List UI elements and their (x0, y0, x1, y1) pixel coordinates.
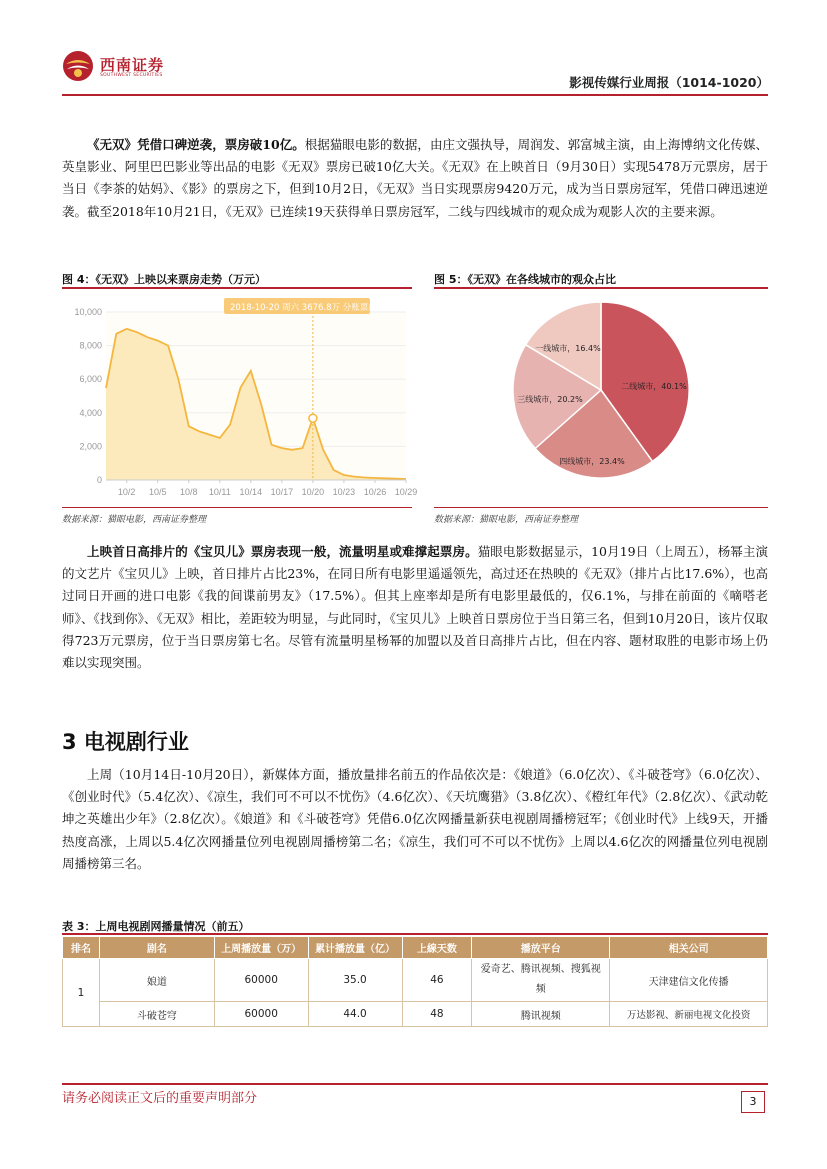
paragraph-tv-drama (62, 764, 768, 875)
x-tick-label: 10/26 (363, 487, 387, 497)
logo-text-cn: 西南证券 (100, 56, 165, 74)
report-title: 影视传媒行业周报（1014-1020） (569, 75, 769, 90)
pie-slice-label: 三线城市，20.2% (517, 395, 583, 404)
cell-name: 斗破苍穹 (99, 1002, 214, 1027)
paragraph-body: 猫眼电影数据显示，10月19日（上周五），杨幂主演的文艺片《宝贝儿》上映，首日排片占比23%，在同日所有电影里遥遥领先，高过还在热映的《无双》（排片占比17.6%），也高过同日开画的进口电影《我的间谍前男友》（17.5%）。但其上座率却是所有电影里最低的，仅6.1%，与排在前面的《嘀嗒老师》、《找到你》、《无双》相比，差距较为明显，与此同时，《宝贝儿》上映首日票房位于当日第三名，但到10月20日，该片仅取得723万元票房，位于当日票房第七名。尽管有流量明星杨幂的加盟以及首日高排片占比，但在内容、题材取胜的电影市场上仍难以实现突围。 (62, 544, 769, 671)
pie-slice-label: 四线城市，23.4% (559, 457, 625, 466)
cell-total: 35.0 (308, 959, 402, 1002)
cell-weekly: 60000 (214, 959, 308, 1002)
y-tick-label: 6,000 (79, 374, 102, 385)
table-row (63, 959, 768, 1002)
figure4-bottom-rule (62, 507, 412, 508)
figure5-caption: 图 5：《无双》在各线城市的观众占比 (434, 273, 616, 286)
figure4-caption: 图 4：《无双》上映以来票房走势（万元） (62, 273, 266, 286)
city-tier-pie-chart (434, 290, 768, 506)
tooltip-text: 2018-10-20 周六 3676.8万 分账票房 (230, 303, 377, 313)
table-row (63, 1002, 768, 1027)
cell-days: 46 (402, 959, 472, 1002)
figure4-source: 数据来源：猫眼电影，西南证券整理 (62, 515, 207, 525)
col-header-name: 剧名 (99, 937, 214, 959)
paragraph-baobeier (62, 541, 768, 674)
cell-company: 天津建信文化传播 (610, 959, 768, 1002)
x-tick-label: 10/14 (239, 487, 263, 497)
cell-total: 44.0 (308, 1002, 402, 1027)
section-title: 3 电视剧行业 (62, 730, 189, 754)
logo-mark-icon (62, 50, 94, 82)
col-header-total: 累计播放量（亿） (308, 937, 402, 959)
col-header-platform: 播放平台 (472, 937, 610, 959)
header-divider (62, 94, 768, 96)
x-tick-label: 10/2 (117, 487, 136, 497)
logo (62, 48, 182, 88)
col-header-company: 相关公司 (610, 937, 768, 959)
footer-divider (62, 1083, 768, 1085)
figure5-source: 数据来源：猫眼电影，西南证券整理 (434, 515, 579, 525)
x-tick-label: 10/20 (301, 487, 325, 497)
cell-company: 万达影视、新丽电视文化投资 (610, 1002, 768, 1027)
col-header-days: 上線天数 (402, 937, 472, 959)
pie-slice-label: 一线城市，16.4% (535, 344, 601, 353)
footer-disclaimer: 请务必阅读正文后的重要声明部分 (62, 1091, 258, 1106)
cell-platform: 腾讯视频 (472, 1002, 610, 1027)
paragraph-lead: 上映首日高排片的《宝贝儿》票房表现一般，流量明星或难撑起票房。 (87, 544, 478, 559)
logo-text-en: SOUTHWEST SECURITIES (100, 73, 163, 78)
figure5-top-rule (434, 287, 768, 289)
box-office-trend-chart (62, 290, 418, 506)
tv-drama-table (62, 936, 768, 1027)
y-tick-label: 0 (96, 475, 102, 485)
y-tick-label: 8,000 (79, 340, 102, 351)
table-top-rule (62, 933, 768, 935)
paragraph-wushuang (62, 134, 768, 223)
highlight-point (309, 414, 317, 422)
x-tick-label: 10/17 (270, 487, 294, 497)
x-tick-label: 10/29 (394, 487, 418, 497)
paragraph-body: 上周（10月14日-10月20日），新媒体方面，播放量排名前五的作品依次是：《娘道》（6.0亿次）、《斗破苍穹》（6.0亿次）、《创业时代》（5.4亿次）、《凉生，我们可不可以不忧伤》（4.6亿次）、《天坑鹰猎》（3.8亿次）、《橙红年代》（2.8亿次）、《武动乾坤之英雄出少年》（2.8亿次）。《娘道》和《斗破苍穹》凭借6.0亿次网播量新获电视剧周播榜冠军；《创业时代》上线9天，开播热度高涨，上周以5.4亿次网播量位列电视剧周播榜第二名；《凉生，我们可不可以不忧伤》上周以4.6亿次的网播量位列电视剧周播榜第三名。 (62, 767, 768, 871)
page-number: 3 (741, 1091, 765, 1113)
table-caption: 表 3：上周电视剧网播量情况（前五） (62, 920, 250, 933)
cell-weekly: 60000 (214, 1002, 308, 1027)
figure5-bottom-rule (434, 507, 768, 508)
table-header-row (63, 937, 768, 959)
paragraph-body: 根据猫眼电影的数据，由庄文强执导，周润发、郭富城主演，由上海博纳文化传媒、英皇影业、阿里巴巴影业等出品的电影《无双》票房已破10亿大关。《无双》在上映首日（9月30日）实现5478万元票房，居于当日《李茶的姑妈》、《影》的票房之下，但到10月2日，《无双》当日实现票房9420万元，成为当日票房冠军，凭借口碑迅速逆袭。截至2018年10月21日，《无双》已连续19天获得单日票房冠军，二线与四线城市的观众成为观影人次的主要来源。 (62, 137, 768, 219)
y-tick-label: 4,000 (79, 407, 102, 418)
cell-platform: 爱奇艺、腾讯视频、搜狐视频 (472, 959, 610, 1002)
figure4-top-rule (62, 287, 412, 289)
cell-rank: 1 (63, 959, 100, 1027)
col-header-weekly: 上周播放量（万） (214, 937, 308, 959)
col-header-rank: 排名 (63, 937, 100, 959)
y-tick-label: 2,000 (79, 441, 102, 452)
x-tick-label: 10/23 (332, 487, 356, 497)
cell-name: 娘道 (99, 959, 214, 1002)
paragraph-lead: 《无双》凭借口碑逆袭，票房破10亿。 (87, 137, 305, 152)
x-tick-label: 10/11 (208, 487, 231, 497)
y-tick-label: 10,000 (74, 307, 102, 317)
x-tick-label: 10/5 (148, 487, 167, 497)
pie-slice-label: 二线城市，40.1% (621, 382, 687, 391)
x-tick-label: 10/8 (179, 487, 198, 497)
cell-days: 48 (402, 1002, 472, 1027)
